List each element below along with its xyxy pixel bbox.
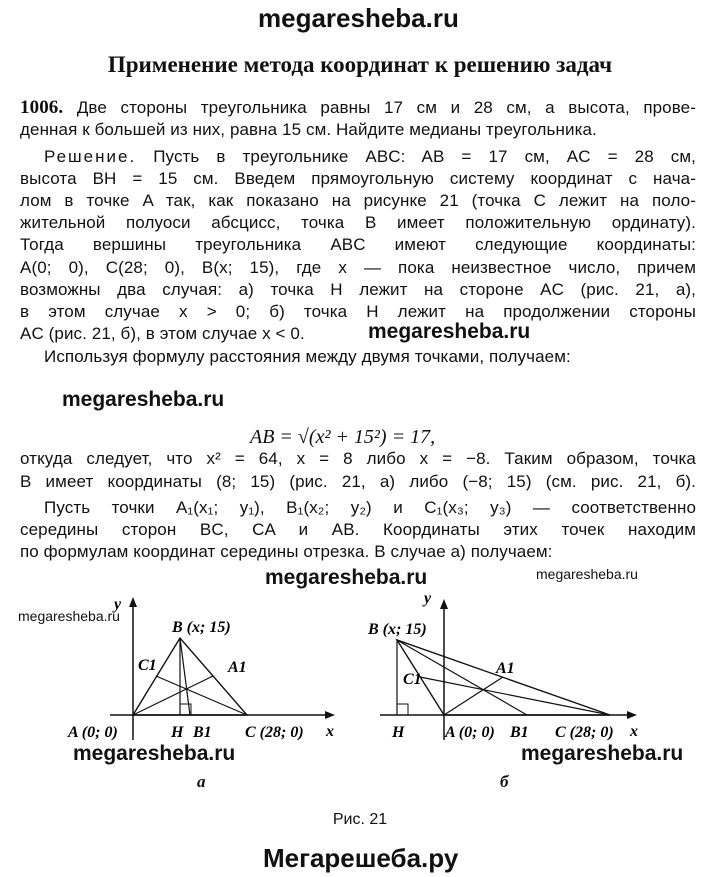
- solution-line-8: в этом случае x > 0; б) точка H лежит на продолжении стороны: [20, 302, 696, 321]
- solution-line-7: возможны два случая: а) точка H лежит на стороне AC (рис. 21, а),: [20, 280, 696, 299]
- fig-a-b1-label: B1: [193, 724, 212, 741]
- fig-a-x-arrow: [325, 711, 335, 719]
- solution-after-2: B имеет координаты (8; 15) (рис. 21, а) либо (−8; 15) (см. рис. 21, б).: [20, 472, 696, 491]
- fig-a-y-arrow: [129, 597, 137, 607]
- watermark-bottom[interactable]: Мегарешеба.ру: [263, 843, 459, 873]
- solution-line-9: AC (рис. 21, б), в этом случае x < 0.: [20, 324, 305, 343]
- watermark-near-formula[interactable]: megaresheba.ru: [62, 388, 225, 411]
- fig-a-median-from-b: [180, 638, 190, 715]
- fig-a-b-label: B (x; 15): [172, 619, 231, 636]
- solution-line-6: A(0; 0), C(28; 0), B(x; 15), где x — пока неизвестное число, причем: [20, 258, 696, 277]
- solution-after-4: середины сторон BC, CA и AB. Координаты этих точек находим: [20, 520, 696, 539]
- fig-b-b1-label: B1: [510, 724, 529, 741]
- solution-line-2: высота BH = 15 см. Введем прямоугольную систему координат с нача-: [20, 169, 696, 188]
- figure-caption: Рис. 21: [332, 811, 388, 828]
- fig-b-x-arrow: [627, 711, 637, 719]
- fig-b-b-label: B (x; 15): [368, 621, 427, 638]
- problem-number: 1006.: [20, 97, 64, 118]
- solution-line-3: лом в точке A так, как показано на рисунке 21 (точка C лежит на поло-: [20, 191, 696, 210]
- fig-b-y-arrow: [440, 599, 448, 609]
- watermark-top[interactable]: megaresheba.ru: [258, 3, 459, 33]
- watermark-above-figures-center[interactable]: megaresheba.ru: [265, 566, 428, 589]
- section-title: Применение метода координат к решению задач: [107, 52, 613, 77]
- solution-after-3: Пусть точки A₁(x₁; y₁), B₁(x₂; y₂) и C₁(x₃; y₃) — соответственно: [44, 498, 696, 517]
- problem-text-1: Две стороны треугольника равны 17 см и 28 см, а высота, прове-: [76, 98, 696, 117]
- solution-after-1: откуда следует, что x² = 64, x = 8 либо x = −8. Таким образом, точка: [20, 449, 696, 468]
- fig-b-c1-label: C1: [403, 671, 422, 688]
- figure-a-label: а: [197, 772, 206, 791]
- problem-line-2: денная к большей из них, равна 15 см. Найдите медианы треугольника.: [20, 120, 597, 139]
- fig-b-c-label: C (28; 0): [555, 724, 614, 741]
- solution-line-10: Используя формулу расстояния между двумя точками, получаем:: [44, 347, 571, 366]
- solution-line-4: жительной полуоси абсцисс, точка B имеет положительную ординату).: [20, 213, 696, 232]
- fig-a-a-label: A (0; 0): [68, 724, 118, 741]
- fig-b-h-label: H: [392, 724, 405, 741]
- solution-heading: Решение.: [44, 147, 137, 166]
- watermark-above-figures-right[interactable]: megaresheba.ru: [536, 566, 638, 582]
- watermark-figure-left[interactable]: megaresheba.ru: [18, 608, 120, 624]
- fig-b-x-label: x: [630, 723, 638, 740]
- fig-b-y-label: y: [424, 590, 432, 607]
- fig-a-y-label: y: [114, 596, 122, 613]
- fig-b-a-label: A (0; 0): [445, 724, 495, 741]
- watermark-below-figure-right[interactable]: megaresheba.ru: [521, 742, 684, 765]
- fig-a-triangle: [133, 638, 247, 715]
- fig-b-right-angle: [397, 704, 408, 715]
- fig-a-x-label: x: [326, 723, 334, 740]
- solution-after-5: по формулам координат середины отрезка. В случае а) получаем:: [20, 542, 553, 561]
- watermark-below-figure-left[interactable]: megaresheba.ru: [73, 742, 236, 765]
- fig-a-c1-label: C1: [138, 657, 157, 674]
- fig-a-h-label: H: [171, 724, 184, 741]
- fig-b-a1-label: A1: [496, 660, 515, 677]
- figure-b-label: б: [500, 772, 509, 791]
- solution-text-1: Пусть в треугольнике ABC: AB = 17 см, AC = 28 см,: [153, 147, 696, 166]
- watermark-after-text[interactable]: megaresheba.ru: [368, 320, 531, 343]
- solution-line-5: Тогда вершины треугольника ABC имеют следующие координаты:: [20, 235, 696, 254]
- fig-a-a1-label: A1: [228, 659, 247, 676]
- fig-a-c-label: C (28; 0): [245, 724, 304, 741]
- fig-b-median-from-c: [420, 677, 610, 715]
- distance-formula: AB = √(x² + 15²) = 17,: [250, 426, 436, 448]
- fig-b-triangle: [397, 640, 610, 715]
